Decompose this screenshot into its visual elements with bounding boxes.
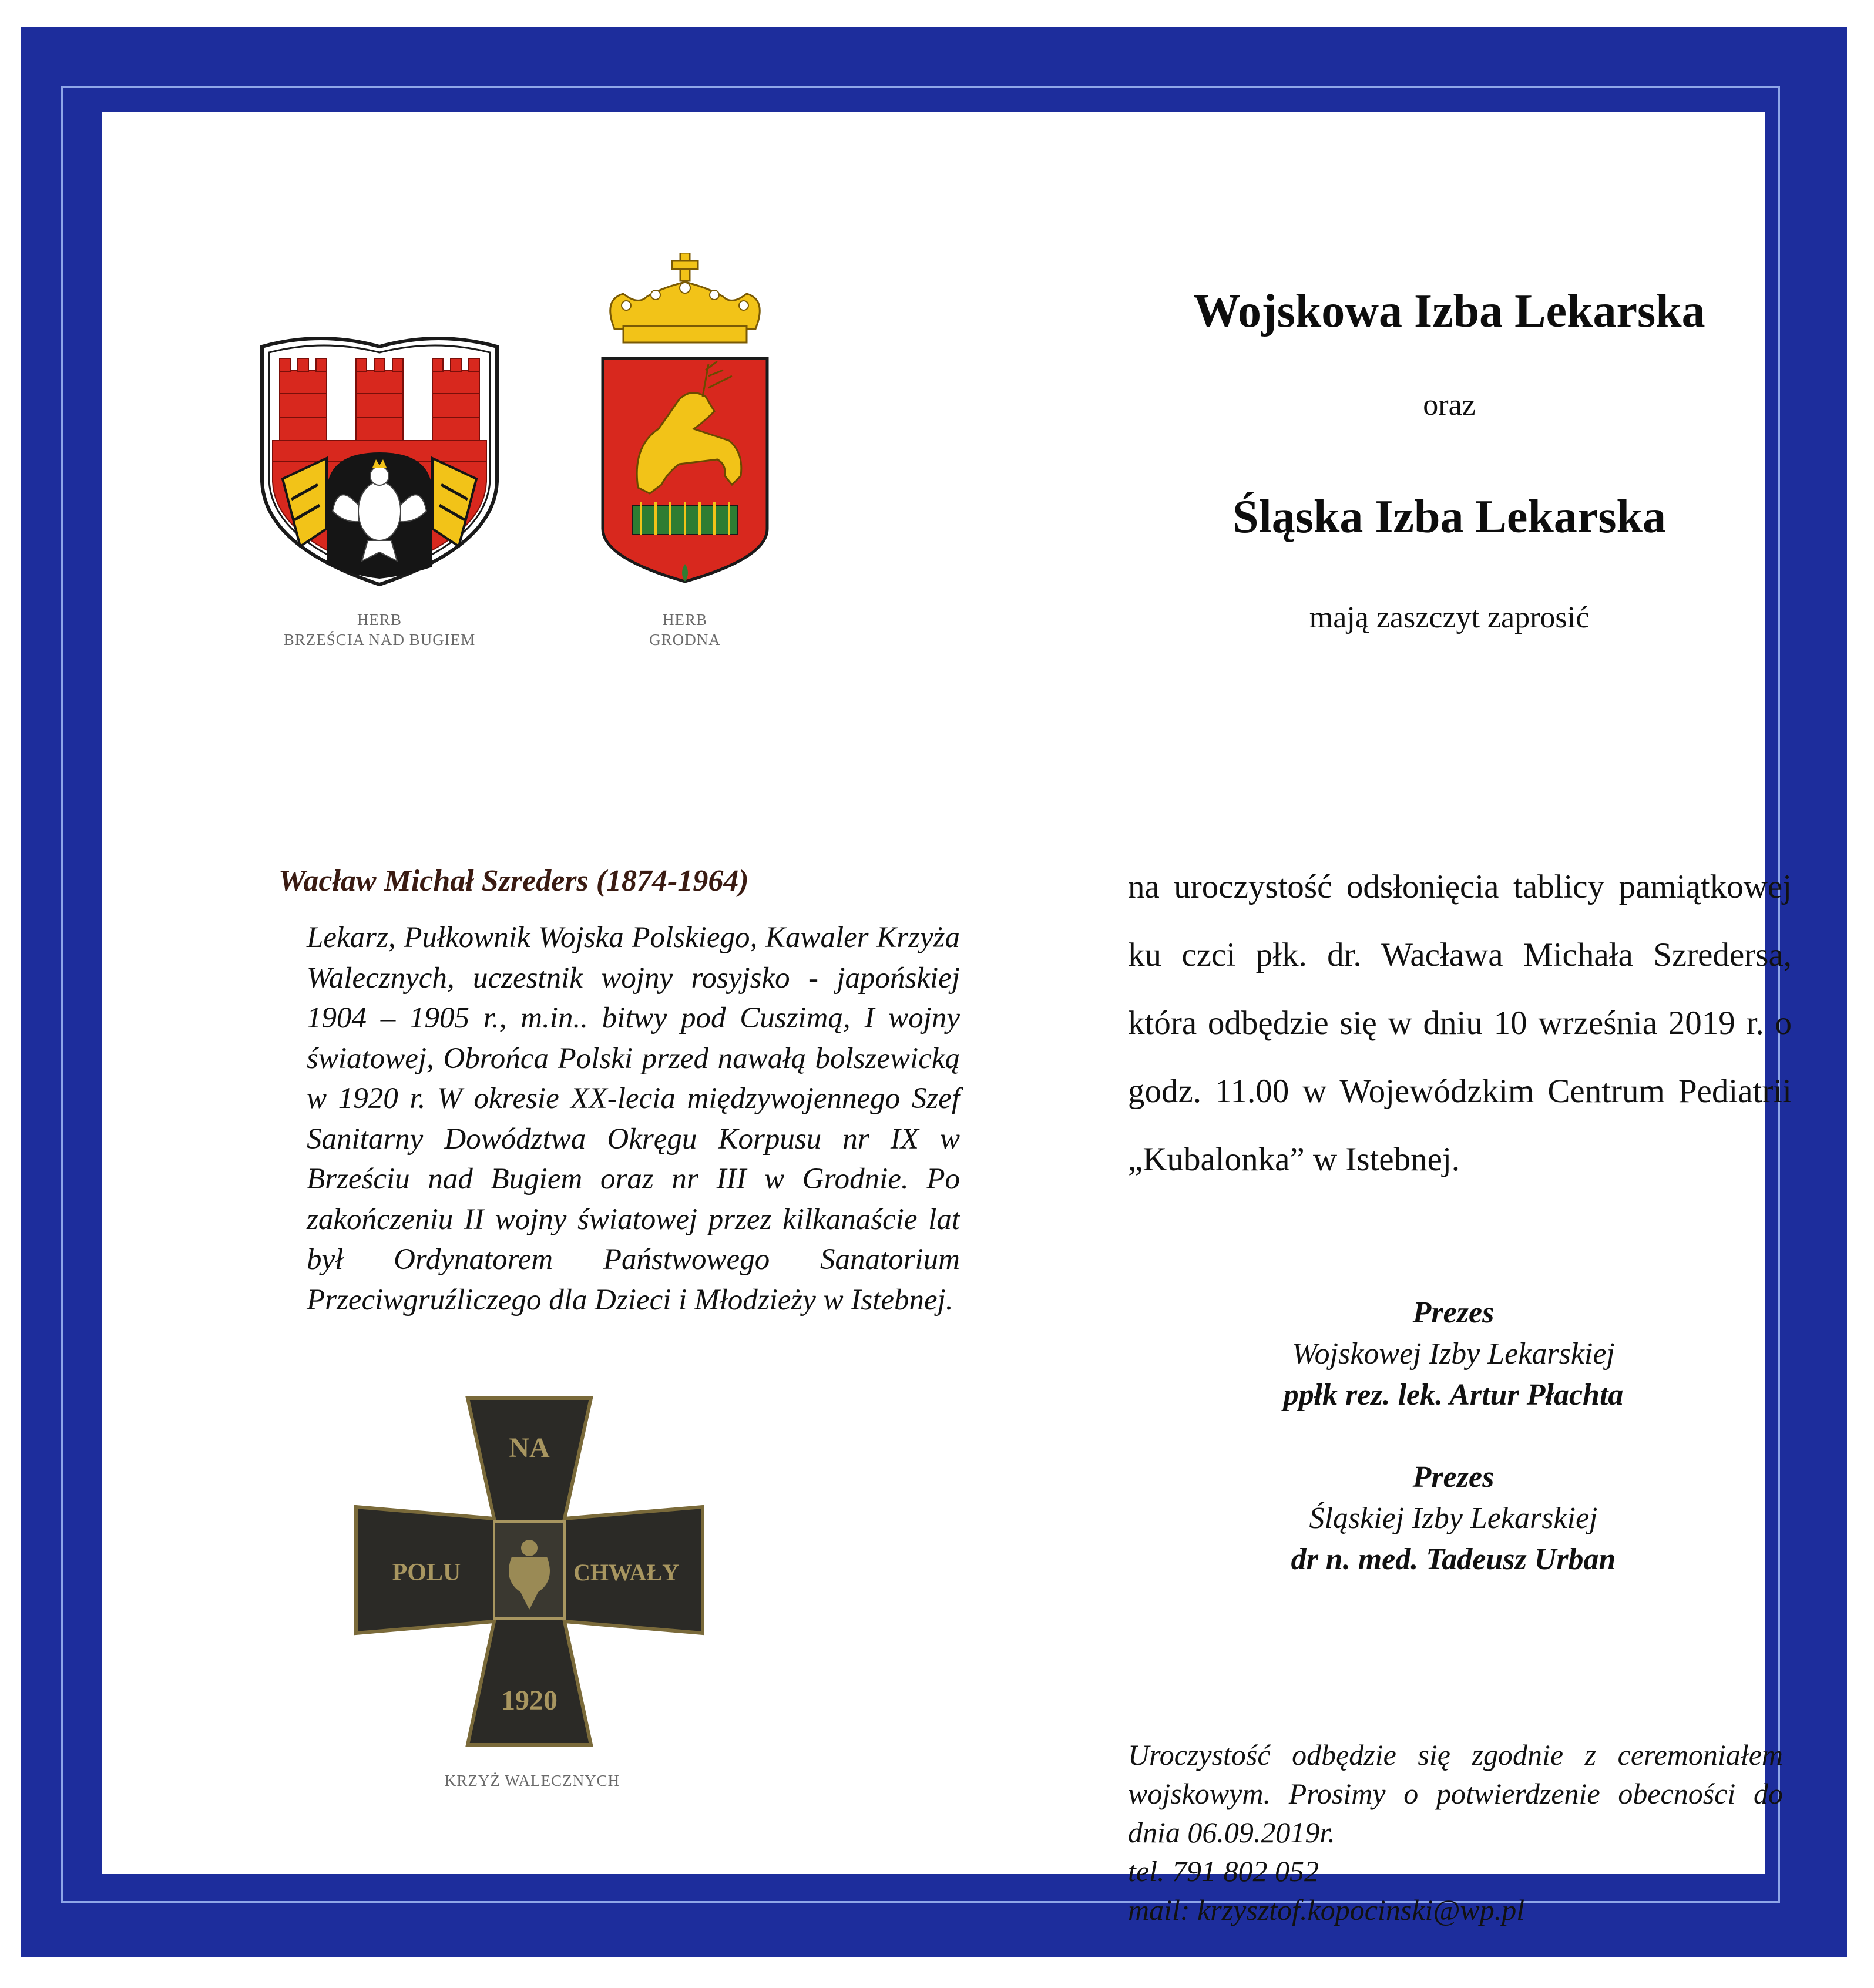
grodno-coat-caption [597,610,773,650]
cross-inscription-right: CHWAŁY [573,1559,680,1586]
cross-of-valour-image [344,1386,714,1757]
signature-name: ppłk rez. lek. Artur Płachta [1283,1378,1624,1412]
rsvp-mail[interactable]: mail: krzysztof.kopocinski@wp.pl [1128,1893,1525,1926]
organization-1: Wojskowa Izba Lekarska [1193,286,1705,337]
signature-organization: Wojskowej Izby Lekarskiej [1292,1337,1615,1371]
brzesc-coat-of-arms [256,335,503,587]
organization-2: Śląska Izba Lekarska [1232,491,1666,543]
rsvp-text: Uroczystość odbędzie się zgodnie z ceremoniałem wojskowym. Prosimy o potwierdzenie obecności do dnia 06.09.2019r. [1128,1738,1783,1849]
brzesc-caption-line1: HERB [357,611,402,629]
signature-organization: Śląskiej Izby Lekarskiej [1309,1502,1598,1535]
signature-block-2 [1101,1457,1806,1580]
invitation-card [102,112,1792,1926]
rsvp-phone[interactable]: tel. 791 802 052 [1128,1855,1319,1888]
cross-caption: KRZYŻ WALECZNYCH [444,1772,620,1789]
rsvp-note [1128,1735,1783,1929]
invitation-text: na uroczystość odsłonięcia tablicy pamiątkowej ku czci płk. dr. Wacława Michała Szredersa, która odbędzie się w dniu 10 września 2019 r. o godz. 11.00 w Wojewódzkim Centrum Pediatrii „Kubalonka” w Istebnej. [1128,868,1792,1178]
cross-inscription-top: NA [509,1432,550,1463]
biography-title: Wacław Michał Szreders (1874-1964) [278,864,749,898]
grodno-caption-line2: GRODNA [649,631,721,649]
brzesc-caption-line2: BRZEŚCIA NAD BUGIEM [283,631,476,649]
grodno-caption-line1: HERB [662,611,707,629]
signature-role: Prezes [1412,1296,1495,1329]
cross-inscription-bottom: 1920 [501,1685,558,1716]
conjunction: oraz [1423,388,1476,422]
invite-phrase: mają zaszczyt zaprosić [1309,601,1590,634]
biography-text: Lekarz, Pułkownik Wojska Polskiego, Kawaler Krzyża Walecznych, uczestnik wojny rosyjsko - japońskiej 1904 – 1905 r., m.in.. bitwy pod Cuszimą, I wojny światowej, Obrońca Polski przed nawałą bolszewicką w 1920 r. W okresie XX-lecia międzywojennego Szef Sanitarny Dowództwa Okręgu Korpusu nr IX w Brześciu nad Bugiem oraz nr III w Grodnie. Po zakończeniu II wojny światowej przez kilkanaście lat był Ordynatorem Państwowego Sanatorium Przeciwgruźliczego dla Dzieci i Młodzieży w Istebnej. [307,921,960,1317]
signature-name: dr n. med. Tadeusz Urban [1291,1543,1616,1576]
brzesc-coat-caption [268,610,491,650]
cross-inscription-left: POLU [392,1559,461,1586]
signature-role: Prezes [1412,1460,1495,1494]
signature-block-1 [1101,1292,1806,1416]
grodno-coat-of-arms [591,253,779,587]
